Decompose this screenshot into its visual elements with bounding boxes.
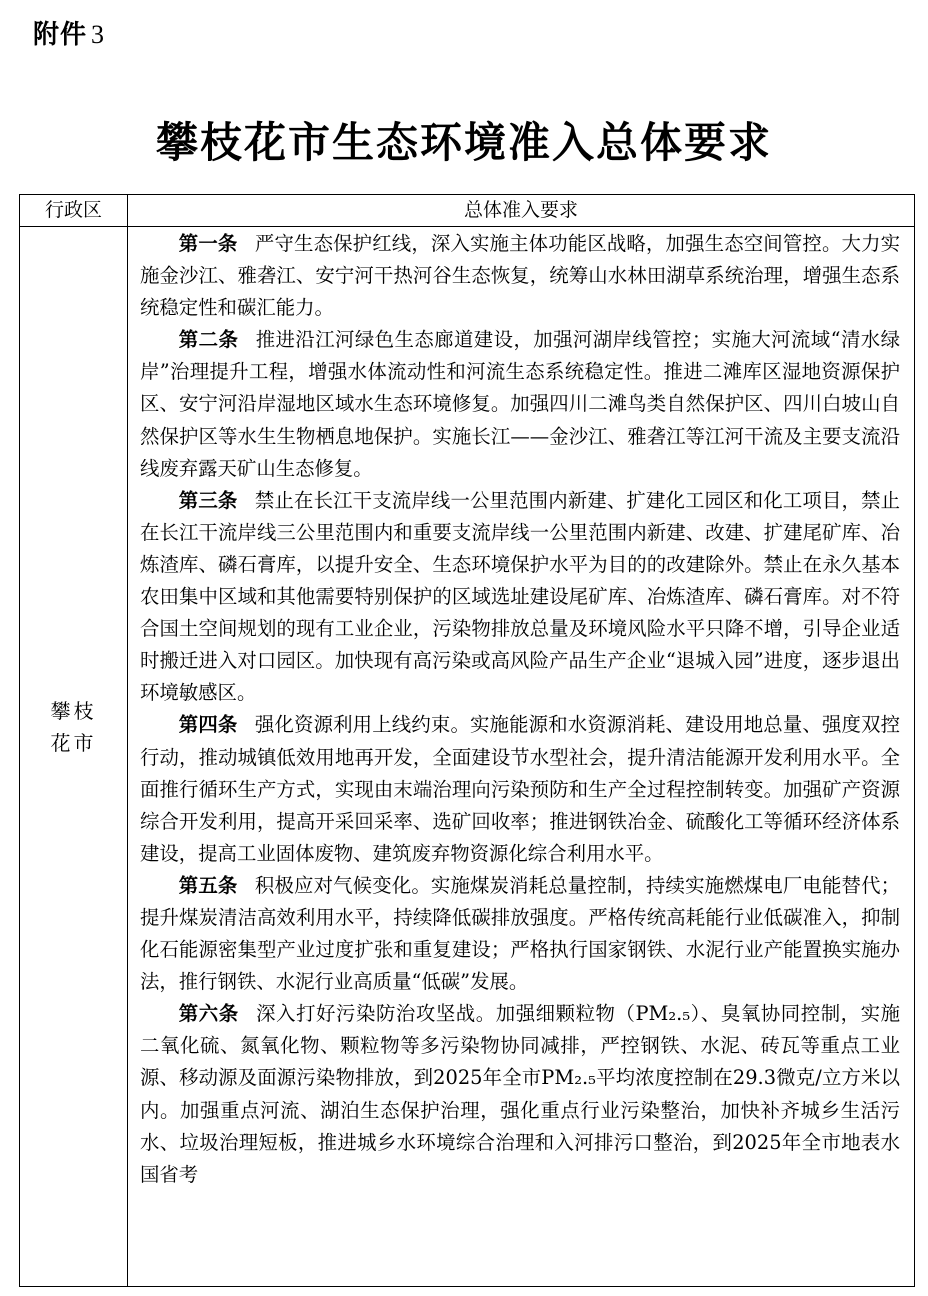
article-3 [140,485,900,710]
article-title: 第六条 [178,1002,239,1026]
attachment-word: 附件 [33,20,88,50]
article-title: 第二条 [178,328,239,352]
article-title: 第四条 [178,713,238,737]
region-name-line1: 攀枝 [50,699,97,723]
page-title: 攀枝花市生态环境准入总体要求 [155,118,772,167]
region-cell [20,695,127,759]
requirements-table [19,194,915,1287]
article-4 [140,709,900,869]
article-6 [140,998,900,1191]
table-header-row [20,195,914,227]
article-5 [140,870,900,998]
article-title: 第一条 [178,232,238,255]
article-text: 严守生态保护红线，深入实施主体功能区战略，加强生态空间管控。大力实施金沙江、雅砻江、安宁河干热河谷生态恢复，统筹山水林田湖草系统治理，增强生态系统稳定性和碳汇能力。 [140,232,900,320]
article-text: 禁止在长江干支流岸线一公里范围内新建、扩建化工园区和化工项目，禁止在长江干流岸线三公里范围内和重要支流岸线一公里范围内新建、改建、扩建尾矿库、冶炼渣库、磷石膏库，以提升安全、生态环境保护水平为目的的改建除外。禁止在永久基本农田集中区域和其他需要特别保护的区域选址建设尾矿库、冶炼渣库、磷石膏库。对不符合国土空间规划的现有工业企业，污染物排放总量及环境风险水平只降不增，引导企业适时搬迁进入对口园区。加快现有高污染或高风险产品生产企业“退城入园”进度，逐步退出环境敏感区。 [140,488,900,705]
region-name-line2: 花市 [50,731,97,755]
article-text: 强化资源利用上线约束。实施能源和水资源消耗、建设用地总量、强度双控行动，推动城镇低效用地再开发，全面建设节水型社会，提升清洁能源开发利用水平。全面推行循环生产方式，实现由末端治理向污染预防和生产全过程控制转变。加强矿产资源综合开发利用，提高开采回采率、选矿回收率；推进钢铁冶金、硫酸化工等循环经济体系建设，提高工业固体废物、建筑废弃物资源化综合利用水平。 [140,713,900,865]
article-text: 深入打好污染防治攻坚战。加强细颗粒物（PM₂.₅）、臭氧协同控制，实施二氧化硫、氮氧化物、颗粒物等多污染物协同减排，严控钢铁、水泥、砖瓦等重点工业源、移动源及面源污染物排放，到2025年全市PM₂.₅平均浓度控制在29.3微克/立方米以内。加强重点河流、湖泊生态保护治理，强化重点行业污染整治，加快补齐城乡生活污水、垃圾治理短板，推进城乡水环境综合治理和入河排污口整治，到2025年全市地表水国省考 [140,1002,900,1186]
article-2 [140,324,900,484]
header-region: 行政区 [44,199,102,221]
header-requirements: 总体准入要求 [463,199,578,221]
article-text: 推进沿江河绿色生态廊道建设，加强河湖岸线管控；实施大河流域“清水绿岸”治理提升工程，增强水体流动性和河流生态系统稳定性。推进二滩库区湿地资源保护区、安宁河沿岸湿地区域水生态环境修复。加强四川二滩鸟类自然保护区、四川白坡山自然保护区等水生生物栖息地保护。实施长江——金沙江、雅砻江等江河干流及主要支流沿线废弃露天矿山生态修复。 [140,328,900,480]
attachment-label [33,14,105,51]
article-title: 第五条 [178,873,238,897]
article-title: 第三条 [178,488,238,512]
column-divider [127,195,128,1286]
requirements-cell [140,228,900,1283]
article-text: 积极应对气候变化。实施煤炭消耗总量控制，持续实施燃煤电厂电能替代；提升煤炭清洁高效利用水平，持续降低碳排放强度。严格传统高耗能行业低碳准入，抑制化石能源密集型产业过度扩张和重复建设；严格执行国家钢铁、水泥行业产能置换实施办法，推行钢铁、水泥行业高质量“低碳”发展。 [140,873,900,994]
attachment-number: 3 [91,20,106,49]
article-1 [140,228,900,324]
